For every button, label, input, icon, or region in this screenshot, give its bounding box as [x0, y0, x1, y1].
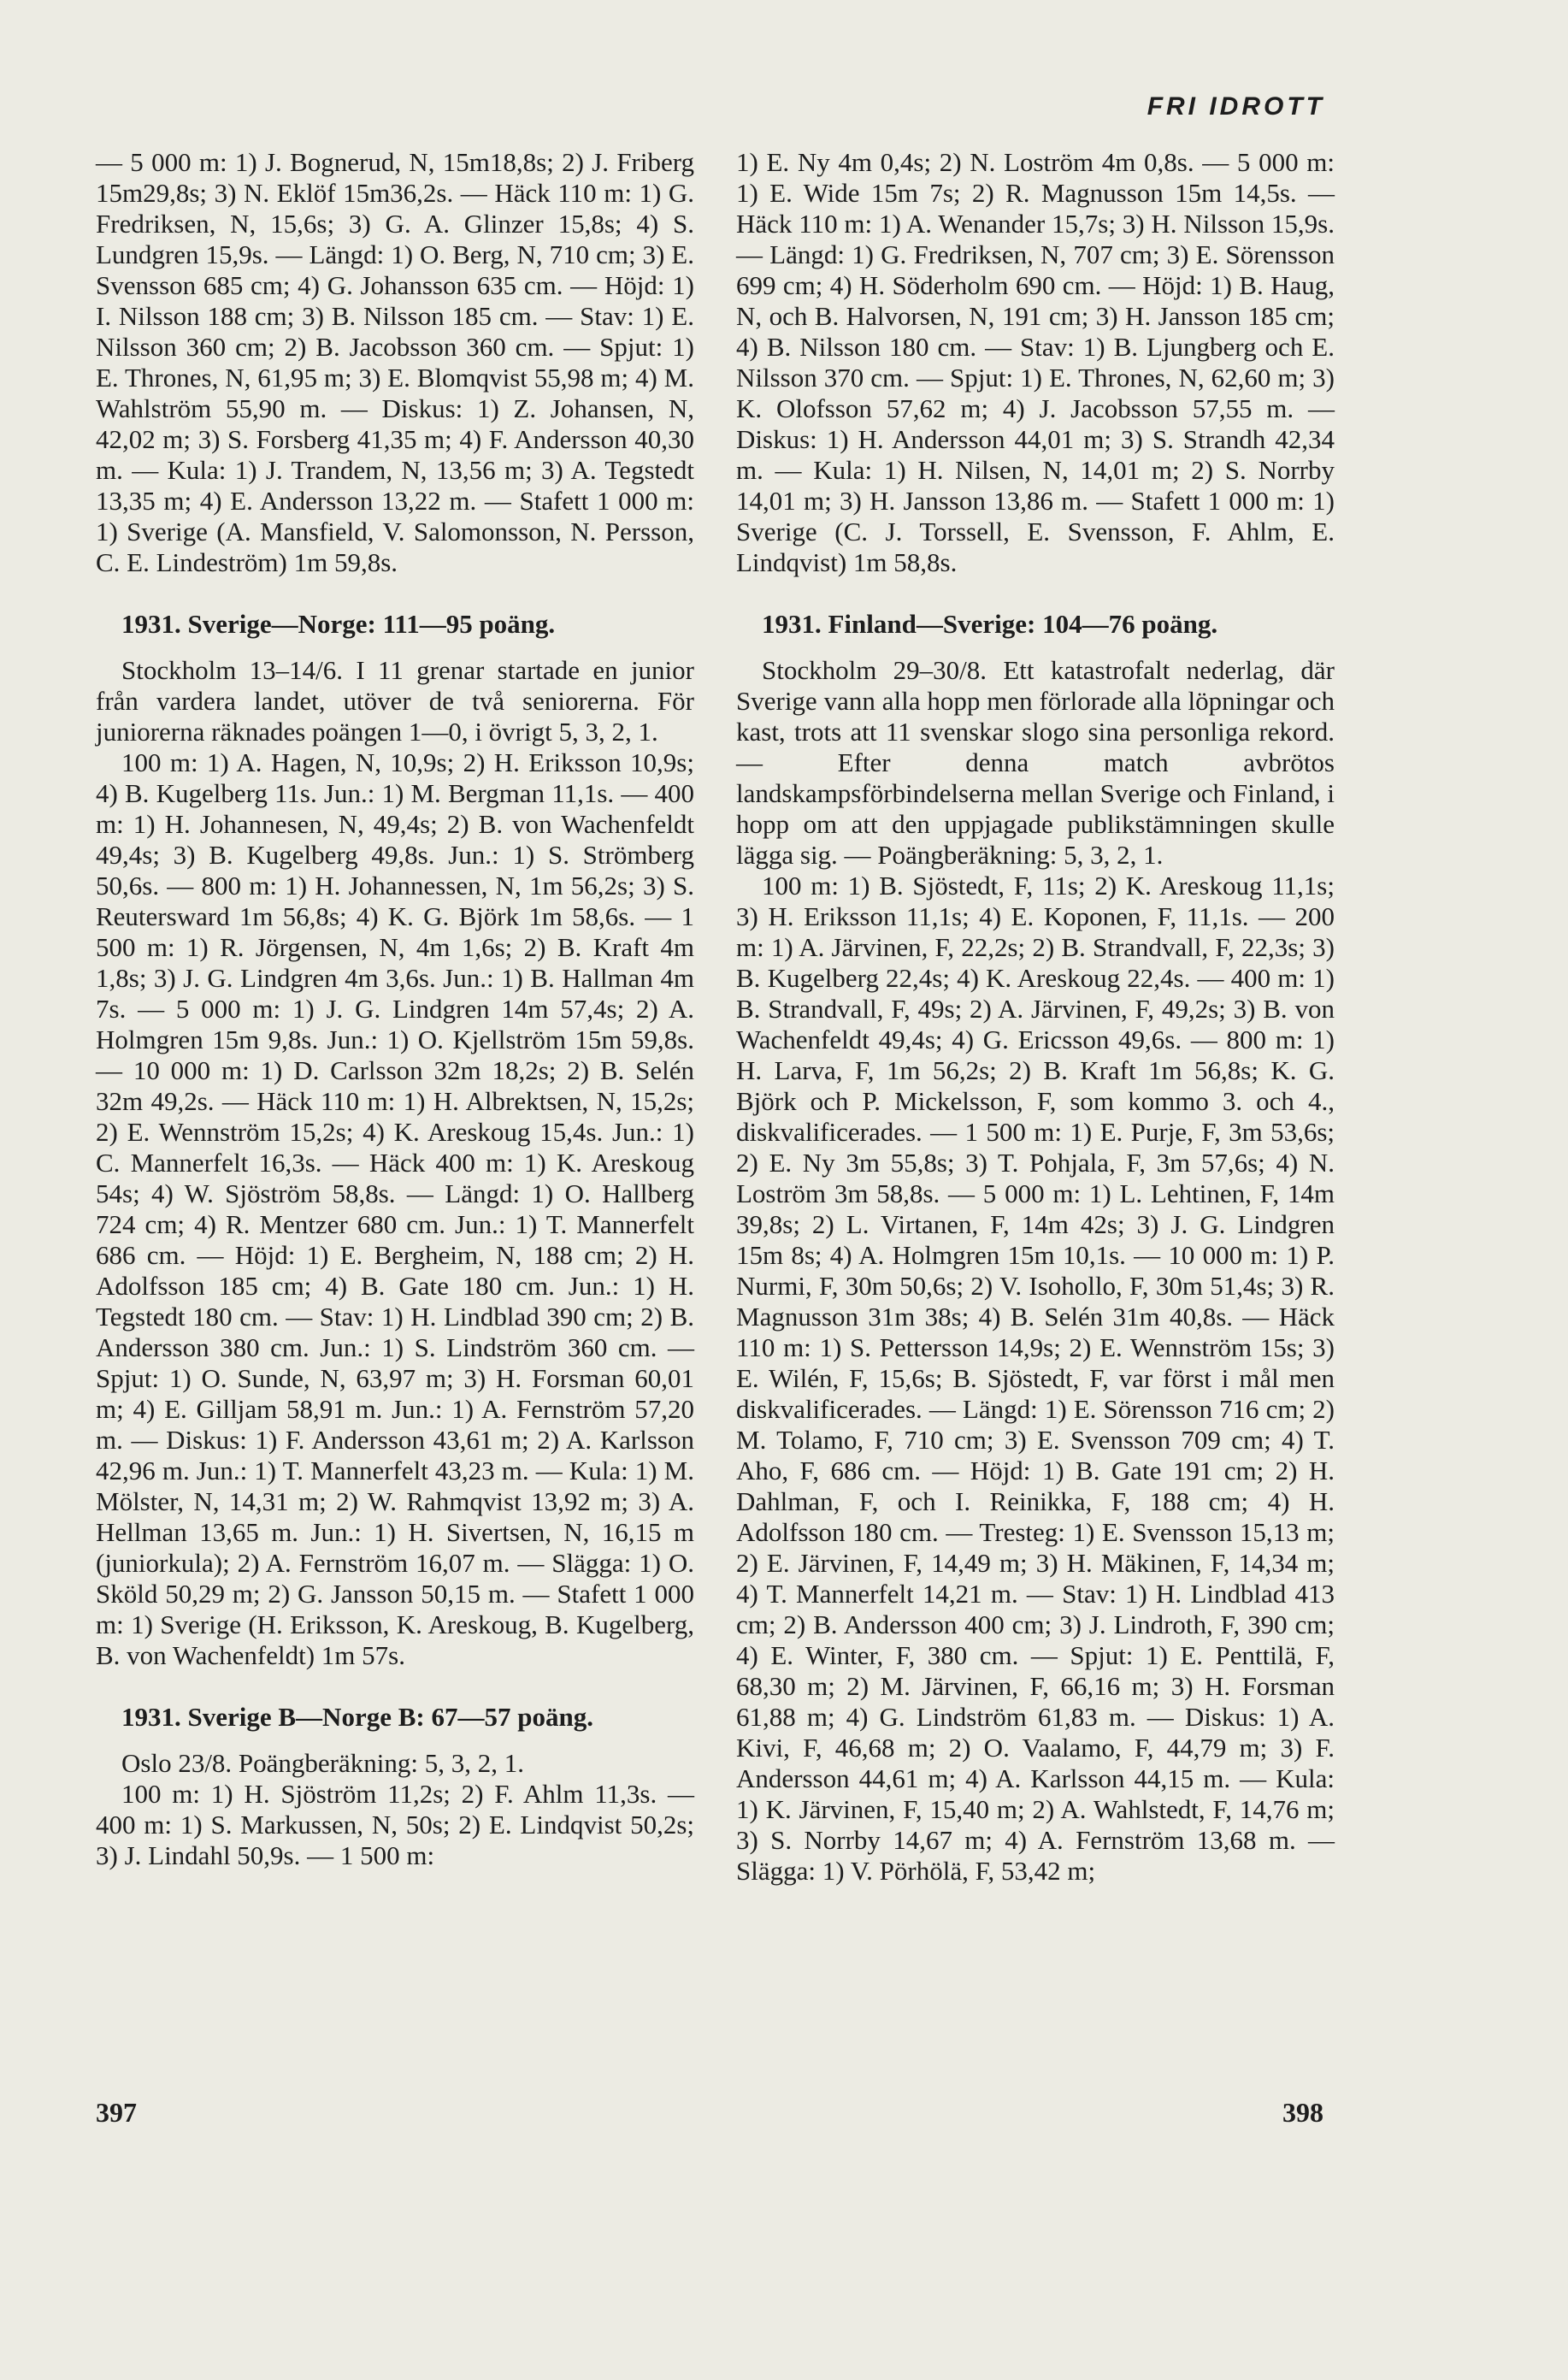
left-column	[96, 147, 694, 1871]
section-heading: 1931. Sverige B—Norge B: 67—57 poäng.	[121, 1702, 593, 1732]
paragraph: Stockholm 13–14/6. I 11 grenar startade en junior från vardera landet, utöver de två seniorerna. För juniorerna räknades poängen 1—0, i övrigt 5, 3, 2, 1.	[96, 655, 694, 747]
section-heading: 1931. Sverige—Norge: 111—95 poäng.	[121, 609, 556, 639]
paragraph: Stockholm 29–30/8. Ett katastrofalt nederlag, där Sverige vann alla hopp men förlorade alla löpningar och kast, trots att 11 svenskar slogo sina personliga rekord. — Efter denna match avbrötos landskampsförbindelserna mellan Sverige och Finland, i hopp om att den uppjagade publikstämningen skulle lägga sig. — Poängberäkning: 5, 3, 2, 1.	[736, 655, 1335, 870]
page-number-right: 398	[1282, 2097, 1323, 2128]
paragraph: — 5 000 m: 1) J. Bognerud, N, 15m18,8s; 2) J. Friberg 15m29,8s; 3) N. Eklöf 15m36,2s. — Häck 110 m: 1) G. Fredriksen, N, 15,6s; 3) G. A. Glinzer 15,8s; 4) S. Lundgren 15,9s. — Längd: 1) O. Berg, N, 710 cm; 3) E. Svensson 685 cm; 4) G. Johansson 635 cm. — Höjd: 1) I. Nilsson 188 cm; 3) B. Nilsson 185 cm. — Stav: 1) E. Nilsson 360 cm; 2) B. Jacobsson 360 cm. — Spjut: 1) E. Thrones, N, 61,95 m; 3) E. Blomqvist 55,98 m; 4) M. Wahlström 55,90 m. — Diskus: 1) Z. Johansen, N, 42,02 m; 3) S. Forsberg 41,35 m; 4) F. Andersson 40,30 m. — Kula: 1) J. Trandem, N, 13,56 m; 3) A. Tegstedt 13,35 m; 4) E. Andersson 13,22 m. — Stafett 1 000 m: 1) Sverige (A. Mansfield, V. Salomonsson, N. Persson, C. E. Lindeström) 1m 59,8s.	[96, 147, 694, 577]
paragraph: 100 m: 1) B. Sjöstedt, F, 11s; 2) K. Areskoug 11,1s; 3) H. Eriksson 11,1s; 4) E. Koponen, F, 11,1s. — 200 m: 1) A. Järvinen, F, 22,2s; 2) B. Strandvall, F, 22,3s; 3) B. Kugelberg 22,4s; 4) K. Areskoug 22,4s. — 400 m: 1) B. Strandvall, F, 49s; 2) A. Järvinen, F, 49,2s; 3) B. von Wachenfeldt 49,4s; 4) G. Ericsson 49,6s. — 800 m: 1) H. Larva, F, 1m 56,2s; 2) B. Kraft 1m 56,8s; K. G. Björk och P. Mickelsson, F, som kommo 3. och 4., diskvalificerades. — 1 500 m: 1) E. Purje, F, 3m 53,6s; 2) E. Ny 3m 55,8s; 3) T. Pohjala, F, 3m 57,6s; 4) N. Loström 3m 58,8s. — 5 000 m: 1) L. Lehtinen, F, 14m 39,8s; 2) L. Virtanen, F, 14m 42s; 3) J. G. Lindgren 15m 8s; 4) A. Holmgren 15m 10,1s. — 10 000 m: 1) P. Nurmi, F, 30m 50,6s; 2) V. Isohollo, F, 30m 51,4s; 3) R. Magnusson 31m 38s; 4) B. Selén 31m 40,8s. — Häck 110 m: 1) S. Pettersson 14,9s; 2) E. Wennström 15s; 3) E. Wilén, F, 15,6s; B. Sjöstedt, F, var först i mål men diskvalificerades. — Längd: 1) E. Sörensson 716 cm; 2) M. Tolamo, F, 710 cm; 3) E. Svensson 709 cm; 4) T. Aho, F, 686 cm. — Höjd: 1) B. Gate 191 cm; 2) H. Dahlman, F, och I. Reinikka, F, 188 cm; 4) H. Adolfsson 180 cm. — Tresteg: 1) E. Svensson 15,13 m; 2) E. Järvinen, F, 14,49 m; 3) H. Mäkinen, F, 14,34 m; 4) T. Mannerfelt 14,21 m. — Stav: 1) H. Lindblad 413 cm; 2) B. Andersson 400 cm; 3) J. Lindroth, F, 390 cm; 4) E. Winter, F, 380 cm. — Spjut: 1) E. Penttilä, F, 68,30 m; 2) M. Järvinen, F, 66,16 m; 3) H. Forsman 61,88 m; 4) G. Lindström 61,83 m. — Diskus: 1) A. Kivi, F, 46,68 m; 2) O. Vaalamo, F, 44,79 m; 3) F. Andersson 44,61 m; 4) A. Karlsson 44,15 m. — Kula: 1) K. Järvinen, F, 15,40 m; 2) A. Wahlstedt, F, 14,76 m; 3) S. Norrby 14,67 m; 4) A. Fernström 13,68 m. — Slägga: 1) V. Pörhölä, F, 53,42 m;	[736, 871, 1335, 1886]
paragraph: Oslo 23/8. Poängberäkning: 5, 3, 2, 1.	[121, 1748, 524, 1778]
running-head: FRI IDROTT	[1147, 92, 1325, 121]
section-heading: 1931. Finland—Sverige: 104—76 poäng.	[762, 609, 1218, 639]
paragraph: 100 m: 1) H. Sjöström 11,2s; 2) F. Ahlm 11,3s. — 400 m: 1) S. Markussen, N, 50s; 2) E. Lindqvist 50,2s; 3) J. Lindahl 50,9s. — 1 500 m:	[96, 1779, 694, 1870]
paragraph: 1) E. Ny 4m 0,4s; 2) N. Loström 4m 0,8s. — 5 000 m: 1) E. Wide 15m 7s; 2) R. Magnusson 15m 14,5s. — Häck 110 m: 1) A. Wenander 15,7s; 3) H. Nilsson 15,9s. — Längd: 1) G. Fredriksen, N, 707 cm; 3) E. Sörensson 699 cm; 4) H. Söderholm 690 cm. — Höjd: 1) B. Haug, N, och B. Halvorsen, N, 191 cm; 3) H. Jansson 185 cm; 4) B. Nilsson 180 cm. — Stav: 1) B. Ljungberg och E. Nilsson 370 cm. — Spjut: 1) E. Thrones, N, 62,60 m; 3) K. Olofsson 57,62 m; 4) J. Jacobsson 57,55 m. — Diskus: 1) H. Andersson 44,01 m; 3) S. Strandh 42,34 m. — Kula: 1) H. Nilsen, N, 14,01 m; 2) S. Norrby 14,01 m; 3) H. Jansson 13,86 m. — Stafett 1 000 m: 1) Sverige (C. J. Torssell, E. Svensson, F. Ahlm, E. Lindqvist) 1m 58,8s.	[736, 147, 1335, 577]
right-column	[736, 147, 1335, 1887]
page-number-left: 397	[96, 2097, 137, 2128]
paragraph: 100 m: 1) A. Hagen, N, 10,9s; 2) H. Eriksson 10,9s; 4) B. Kugelberg 11s. Jun.: 1) M. Bergman 11,1s. — 400 m: 1) H. Johannesen, N, 49,4s; 2) B. von Wachenfeldt 49,4s; 3) B. Kugelberg 49,8s. Jun.: 1) S. Strömberg 50,6s. — 800 m: 1) H. Johannessen, N, 1m 56,2s; 3) S. Reutersward 1m 56,8s; 4) K. G. Björk 1m 58,6s. — 1 500 m: 1) R. Jörgensen, N, 4m 1,6s; 2) B. Kraft 4m 1,8s; 3) J. G. Lindgren 4m 3,6s. Jun.: 1) B. Hallman 4m 7s. — 5 000 m: 1) J. G. Lindgren 14m 57,4s; 2) A. Holmgren 15m 9,8s. Jun.: 1) O. Kjellström 15m 59,8s. — 10 000 m: 1) D. Carlsson 32m 18,2s; 2) B. Selén 32m 49,2s. — Häck 110 m: 1) H. Albrektsen, N, 15,2s; 2) E. Wennström 15,2s; 4) K. Areskoug 15,4s. Jun.: 1) C. Mannerfelt 16,3s. — Häck 400 m: 1) K. Areskoug 54s; 4) W. Sjöström 58,8s. — Längd: 1) O. Hallberg 724 cm; 4) R. Mentzer 680 cm. Jun.: 1) T. Mannerfelt 686 cm. — Höjd: 1) E. Bergheim, N, 188 cm; 2) H. Adolfsson 185 cm; 4) B. Gate 180 cm. Jun.: 1) H. Tegstedt 180 cm. — Stav: 1) H. Lindblad 390 cm; 2) B. Andersson 380 cm. Jun.: 1) S. Lindström 360 cm. — Spjut: 1) O. Sunde, N, 63,97 m; 3) H. Forsman 60,01 m; 4) E. Gilljam 58,91 m. Jun.: 1) A. Fernström 57,20 m. — Diskus: 1) F. Andersson 43,61 m; 2) A. Karlsson 42,96 m. Jun.: 1) T. Mannerfelt 43,23 m. — Kula: 1) M. Mölster, N, 14,31 m; 2) W. Rahmqvist 13,92 m; 3) A. Hellman 13,65 m. Jun.: 1) H. Sivertsen, N, 16,15 m (juniorkula); 2) A. Fernström 16,07 m. — Slägga: 1) O. Sköld 50,29 m; 2) G. Jansson 50,15 m. — Stafett 1 000 m: 1) Sverige (H. Eriksson, K. Areskoug, B. Kugelberg, B. von Wachenfeldt) 1m 57s.	[96, 747, 694, 1670]
